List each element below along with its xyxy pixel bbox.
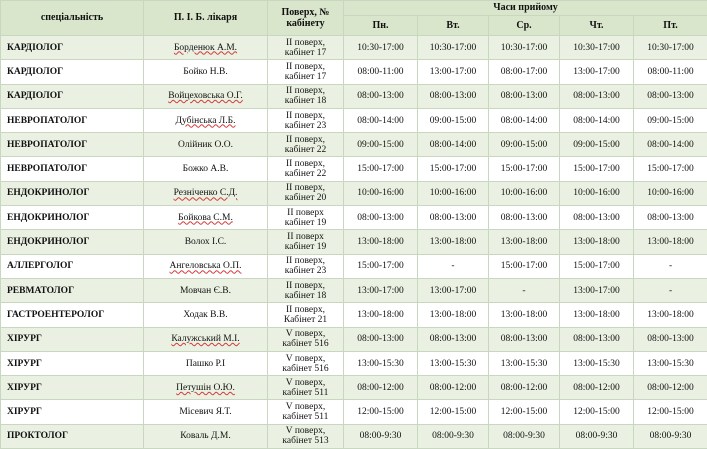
time-cell: 08:00-13:00 <box>344 84 418 108</box>
table-row <box>1 424 707 448</box>
time-cell: 13:00-15:30 <box>634 351 707 375</box>
doctor-cell <box>144 230 268 254</box>
doctor-name: Мовчан Є.В. <box>180 286 231 296</box>
doctor-cell <box>144 278 268 302</box>
floor-level: V поверх, <box>270 402 341 412</box>
time-cell: 12:00-15:00 <box>560 400 634 424</box>
time-cell: 15:00-17:00 <box>634 157 707 181</box>
table-row <box>1 181 707 205</box>
specialty-cell: НЕВРОПАТОЛОГ <box>1 108 144 132</box>
floor-level: ІІ поверх, <box>270 305 341 315</box>
doctor-cell <box>144 327 268 351</box>
specialty-cell: ПРОКТОЛОГ <box>1 424 144 448</box>
doctor-cell <box>144 84 268 108</box>
time-cell: 08:00-13:00 <box>344 327 418 351</box>
time-cell: 13:00-17:00 <box>560 278 634 302</box>
table-row <box>1 108 707 132</box>
floor-cell <box>268 278 344 302</box>
floor-level: ІІ поверх, <box>270 281 341 291</box>
room-number: кабінет 18 <box>270 291 341 301</box>
time-cell: 13:00-18:00 <box>344 303 418 327</box>
time-cell: 08:00-12:00 <box>418 376 489 400</box>
floor-cell <box>268 181 344 205</box>
time-cell: 08:00-9:30 <box>418 424 489 448</box>
table-row <box>1 206 707 230</box>
specialty-cell: ЕНДОКРИНОЛОГ <box>1 230 144 254</box>
room-number: кабінет 17 <box>270 72 341 82</box>
floor-cell <box>268 376 344 400</box>
time-cell: 10:30-17:00 <box>489 36 560 60</box>
specialty-cell: ХІРУРГ <box>1 400 144 424</box>
room-number: кабінет 19 <box>270 218 341 228</box>
specialty-cell: ХІРУРГ <box>1 351 144 375</box>
time-cell: 15:00-17:00 <box>489 157 560 181</box>
table-row <box>1 133 707 157</box>
doctor-cell <box>144 36 268 60</box>
room-number: кабінет 511 <box>270 412 341 422</box>
time-cell: 08:00-13:00 <box>418 84 489 108</box>
specialty-cell: КАРДІОЛОГ <box>1 36 144 60</box>
time-cell: 08:00-9:30 <box>489 424 560 448</box>
doctor-name: Волох І.С. <box>185 237 227 247</box>
doctor-name: Коваль Д.М. <box>180 431 230 441</box>
table-row <box>1 376 707 400</box>
floor-cell <box>268 60 344 84</box>
time-cell: 08:00-13:00 <box>634 84 707 108</box>
time-cell: 10:00-16:00 <box>634 181 707 205</box>
doctor-name: Войцеховська О.Г. <box>168 91 243 101</box>
doctor-name: Калужський М.І. <box>171 334 239 344</box>
header-specialty: спеціальність <box>1 1 144 36</box>
header-floor: Поверх, № кабінету <box>268 1 344 36</box>
table-row <box>1 84 707 108</box>
room-number: Кабінет 21 <box>270 315 341 325</box>
floor-cell <box>268 133 344 157</box>
floor-level: V поверх, <box>270 354 341 364</box>
time-cell: 13:00-18:00 <box>489 303 560 327</box>
floor-cell <box>268 157 344 181</box>
time-cell: 08:00-17:00 <box>489 60 560 84</box>
specialty-cell: РЕВМАТОЛОГ <box>1 278 144 302</box>
table-row <box>1 303 707 327</box>
time-cell: 10:30-17:00 <box>418 36 489 60</box>
specialty-cell: КАРДІОЛОГ <box>1 60 144 84</box>
floor-level: ІІ поверх <box>270 208 341 218</box>
doctor-name: Божко А.В. <box>183 164 229 174</box>
time-cell: 13:00-15:30 <box>489 351 560 375</box>
time-cell: 13:00-17:00 <box>418 60 489 84</box>
time-cell: 08:00-13:00 <box>489 84 560 108</box>
time-cell: 13:00-15:30 <box>344 351 418 375</box>
time-cell: 08:00-14:00 <box>634 133 707 157</box>
time-cell: 13:00-18:00 <box>489 230 560 254</box>
floor-level: V поверх, <box>270 329 341 339</box>
specialty-cell: ЕНДОКРИНОЛОГ <box>1 206 144 230</box>
floor-cell <box>268 400 344 424</box>
time-cell: 08:00-13:00 <box>418 327 489 351</box>
time-cell: - <box>418 254 489 278</box>
room-number: кабінет 23 <box>270 266 341 276</box>
doctor-cell <box>144 254 268 278</box>
table-header <box>1 1 707 36</box>
time-cell: 15:00-17:00 <box>489 254 560 278</box>
time-cell: 08:00-9:30 <box>344 424 418 448</box>
doctor-cell <box>144 400 268 424</box>
time-cell: 08:00-13:00 <box>560 84 634 108</box>
room-number: кабінет 513 <box>270 436 341 446</box>
time-cell: 10:30-17:00 <box>560 36 634 60</box>
floor-level: ІІ поверх, <box>270 159 341 169</box>
doctor-name: Борденюк А.М. <box>174 43 237 53</box>
specialty-cell: ЕНДОКРИНОЛОГ <box>1 181 144 205</box>
floor-cell <box>268 327 344 351</box>
time-cell: 13:00-15:30 <box>418 351 489 375</box>
doctor-cell <box>144 60 268 84</box>
time-cell: 15:00-17:00 <box>344 254 418 278</box>
time-cell: 10:00-16:00 <box>418 181 489 205</box>
header-day-mon: Пн. <box>344 16 418 36</box>
doctor-cell <box>144 181 268 205</box>
doctor-name: Бойкова С.М. <box>178 213 233 223</box>
floor-cell <box>268 36 344 60</box>
room-number: кабінет 516 <box>270 364 341 374</box>
time-cell: 12:00-15:00 <box>344 400 418 424</box>
specialty-cell: ХІРУРГ <box>1 327 144 351</box>
time-cell: 10:00-16:00 <box>489 181 560 205</box>
time-cell: 13:00-18:00 <box>560 303 634 327</box>
time-cell: 13:00-18:00 <box>634 303 707 327</box>
specialty-cell: ХІРУРГ <box>1 376 144 400</box>
doctor-cell <box>144 303 268 327</box>
time-cell: 08:00-12:00 <box>344 376 418 400</box>
time-cell: 09:00-15:00 <box>634 108 707 132</box>
doctor-name: Пашко Р.І <box>186 359 225 369</box>
doctor-name: Резніченко С.Д. <box>174 188 238 198</box>
specialty-cell: НЕВРОПАТОЛОГ <box>1 157 144 181</box>
floor-level: ІІ поверх, <box>270 135 341 145</box>
time-cell: 08:00-13:00 <box>634 327 707 351</box>
room-number: кабінет 18 <box>270 96 341 106</box>
floor-cell <box>268 206 344 230</box>
room-number: кабінет 17 <box>270 48 341 58</box>
time-cell: 08:00-12:00 <box>634 376 707 400</box>
table-row <box>1 254 707 278</box>
header-day-fri: Пт. <box>634 16 707 36</box>
time-cell: - <box>634 278 707 302</box>
doctor-name: Олійник О.О. <box>178 140 233 150</box>
time-cell: 08:00-13:00 <box>560 327 634 351</box>
time-cell: 12:00-15:00 <box>418 400 489 424</box>
time-cell: 08:00-12:00 <box>489 376 560 400</box>
time-cell: 08:00-14:00 <box>489 108 560 132</box>
doctor-cell <box>144 133 268 157</box>
doctor-name: Місевич Я.Т. <box>179 407 231 417</box>
doctor-cell <box>144 206 268 230</box>
floor-level: ІІ поверх, <box>270 38 341 48</box>
time-cell: 09:00-15:00 <box>418 108 489 132</box>
time-cell: 13:00-15:30 <box>560 351 634 375</box>
doctor-name: Бойко Н.В. <box>183 67 228 77</box>
floor-level: ІІ поверх, <box>270 62 341 72</box>
doctor-name: Дубінська Л.Б. <box>176 116 236 126</box>
room-number: кабінет 516 <box>270 339 341 349</box>
floor-level: ІІ поверх, <box>270 183 341 193</box>
time-cell: 08:00-11:00 <box>634 60 707 84</box>
time-cell: 13:00-17:00 <box>560 60 634 84</box>
room-number: кабінет 19 <box>270 242 341 252</box>
table-row <box>1 351 707 375</box>
doctor-cell <box>144 351 268 375</box>
table-row <box>1 157 707 181</box>
time-cell: 15:00-17:00 <box>344 157 418 181</box>
time-cell: 08:00-13:00 <box>418 206 489 230</box>
specialty-cell: АЛЛЕРГОЛОГ <box>1 254 144 278</box>
floor-level: ІІ поверх, <box>270 111 341 121</box>
time-cell: 15:00-17:00 <box>560 157 634 181</box>
time-cell: 13:00-18:00 <box>418 303 489 327</box>
time-cell: 12:00-15:00 <box>489 400 560 424</box>
time-cell: 09:00-15:00 <box>344 133 418 157</box>
doctor-cell <box>144 108 268 132</box>
header-hours: Часи прийому <box>344 1 707 16</box>
time-cell: 12:00-15:00 <box>634 400 707 424</box>
time-cell: 08:00-13:00 <box>634 206 707 230</box>
floor-level: V поверх, <box>270 426 341 436</box>
time-cell: 08:00-11:00 <box>344 60 418 84</box>
doctor-name: Ходак В.В. <box>183 310 227 320</box>
room-number: кабінет 22 <box>270 145 341 155</box>
time-cell: 08:00-12:00 <box>560 376 634 400</box>
time-cell: 08:00-13:00 <box>560 206 634 230</box>
table-row <box>1 230 707 254</box>
floor-level: ІІ поверх <box>270 232 341 242</box>
time-cell: 09:00-15:00 <box>489 133 560 157</box>
time-cell: 10:00-16:00 <box>560 181 634 205</box>
time-cell: 08:00-13:00 <box>489 327 560 351</box>
time-cell: 13:00-18:00 <box>634 230 707 254</box>
time-cell: 10:00-16:00 <box>344 181 418 205</box>
time-cell: 15:00-17:00 <box>418 157 489 181</box>
doctor-name: Петушін О.Ю. <box>176 383 235 393</box>
floor-cell <box>268 230 344 254</box>
header-day-tue: Вт. <box>418 16 489 36</box>
header-doctor: П. І. Б. лікаря <box>144 1 268 36</box>
specialty-cell: НЕВРОПАТОЛОГ <box>1 133 144 157</box>
floor-cell <box>268 303 344 327</box>
specialty-cell: КАРДІОЛОГ <box>1 84 144 108</box>
floor-cell <box>268 84 344 108</box>
time-cell: 08:00-14:00 <box>560 108 634 132</box>
table-row <box>1 400 707 424</box>
time-cell: 10:30-17:00 <box>344 36 418 60</box>
floor-cell <box>268 424 344 448</box>
time-cell: 08:00-9:30 <box>560 424 634 448</box>
floor-cell <box>268 351 344 375</box>
table-row <box>1 278 707 302</box>
doctor-cell <box>144 376 268 400</box>
time-cell: 13:00-17:00 <box>418 278 489 302</box>
time-cell: 09:00-15:00 <box>560 133 634 157</box>
header-day-thu: Чт. <box>560 16 634 36</box>
room-number: кабінет 22 <box>270 169 341 179</box>
time-cell: 08:00-13:00 <box>344 206 418 230</box>
room-number: кабінет 20 <box>270 193 341 203</box>
time-cell: 08:00-14:00 <box>344 108 418 132</box>
time-cell: 13:00-18:00 <box>560 230 634 254</box>
time-cell: 15:00-17:00 <box>560 254 634 278</box>
table-row <box>1 60 707 84</box>
floor-level: ІІ поверх, <box>270 86 341 96</box>
room-number: кабінет 511 <box>270 388 341 398</box>
doctor-cell <box>144 157 268 181</box>
time-cell: 08:00-13:00 <box>489 206 560 230</box>
room-number: кабінет 23 <box>270 121 341 131</box>
time-cell: - <box>634 254 707 278</box>
floor-level: ІІ поверх, <box>270 256 341 266</box>
time-cell: 08:00-9:30 <box>634 424 707 448</box>
floor-cell <box>268 254 344 278</box>
floor-cell <box>268 108 344 132</box>
specialty-cell: ГАСТРОЕНТЕРОЛОГ <box>1 303 144 327</box>
header-day-wed: Ср. <box>489 16 560 36</box>
time-cell: 08:00-14:00 <box>418 133 489 157</box>
doctor-cell <box>144 424 268 448</box>
time-cell: 13:00-18:00 <box>344 230 418 254</box>
doctor-name: Ангеловська О.П. <box>170 261 242 271</box>
time-cell: 10:30-17:00 <box>634 36 707 60</box>
floor-level: V поверх, <box>270 378 341 388</box>
table-body <box>1 36 707 449</box>
table-row <box>1 36 707 60</box>
table-row <box>1 327 707 351</box>
time-cell: - <box>489 278 560 302</box>
time-cell: 13:00-18:00 <box>418 230 489 254</box>
time-cell: 13:00-17:00 <box>344 278 418 302</box>
